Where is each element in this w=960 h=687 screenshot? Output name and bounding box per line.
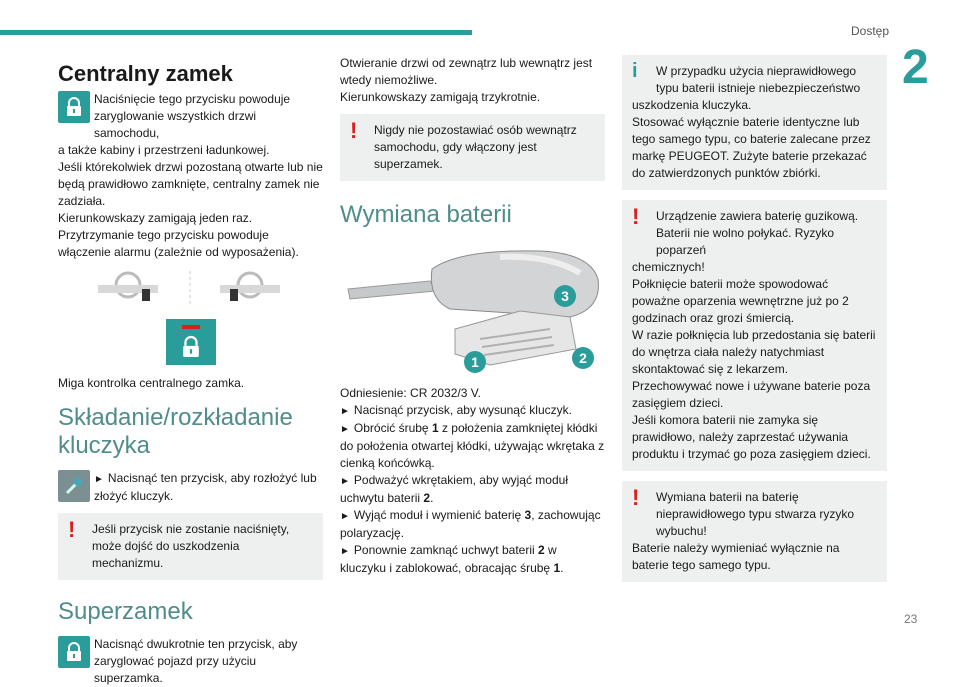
section-label: Dostęp [850, 24, 890, 38]
column-2 [340, 55, 605, 577]
steering-indicator-illustration [58, 267, 323, 315]
fold-text: Nacisnąć ten przycisk, aby rozłożyć lub złożyć kluczyk. [94, 471, 317, 503]
step-3: ► Podważyć wkrętakiem, aby wyjąć moduł uchwytu baterii 2. [340, 473, 568, 505]
warn-text-2b: Baterie należy wymieniać wyłącznie na baterie tego samego typu. [632, 541, 840, 572]
indicator-red-light [182, 325, 200, 329]
header-accent-bar [0, 30, 472, 35]
indicator-caption: Miga kontrolka centralnego zamka. [58, 376, 245, 390]
callout-1: 1 [464, 351, 486, 373]
key-battery-illustration [340, 239, 605, 379]
fold-key-row [58, 470, 323, 505]
step-arrow-icon: ► [94, 474, 104, 485]
battery-info-notice [622, 55, 887, 190]
step-arrow-icon: ► [340, 511, 350, 522]
lock-button-row [58, 91, 323, 142]
superlock-warning-notice [340, 114, 605, 181]
step-arrow-icon: ► [340, 424, 350, 435]
warning-icon: ! [68, 517, 76, 542]
paragraph: Kierunkowskazy zamigają trzykrotnie. [340, 90, 541, 104]
superlock-text: Nacisnąć dwukrotnie ten przycisk, aby zaryglować pojazd przy użyciu superzamka. [94, 637, 298, 685]
paragraph: Kierunkowskazy zamigają jeden raz. [58, 211, 253, 225]
paragraph: a także kabiny i przestrzeni ładunkowej. [58, 143, 270, 157]
callout-3: 3 [554, 285, 576, 307]
info-text-1: W przypadku użycia nieprawidłowego typu baterii istnieje niebezpieczeństwo [656, 64, 861, 95]
key-fold-button-icon [58, 470, 90, 502]
step-arrow-icon: ► [340, 406, 350, 417]
column-3 [622, 55, 887, 582]
info-text-3: Stosować wyłącznie baterie identyczne lub tego samego typu, co baterie zalecane przez markę PEUGEOT. Zużyte baterie przekazać do zatwierdzonych punktów zbiórki. [632, 115, 871, 180]
chapter-number: 2 [902, 41, 929, 94]
explosion-warning-notice [622, 481, 887, 582]
step-5: ► Ponownie zamknąć uchwyt baterii 2 w kluczyku i zablokować, obracając śrubę 1. [340, 543, 564, 575]
central-lock-indicator-icon [166, 319, 216, 365]
warn-text-1f: Jeśli komora baterii nie zamyka się prawidłowo, należy zaprzestać używania produktu i trzymać go poza zasięgiem dzieci. [632, 413, 871, 461]
warn-text-1a: Urządzenie zawiera baterię guzikową. Baterii nie wolno połykać. Ryzyko poparzeń [656, 209, 859, 257]
warn-text-1c: Połknięcie baterii może spowodować poważne oparzenia wewnętrzne już po 2 godzinach oraz grozi śmiercią. [632, 277, 849, 325]
warning-icon: ! [632, 204, 640, 229]
step-arrow-icon: ► [340, 546, 350, 557]
fold-warning-text: Jeśli przycisk nie zostanie naciśnięty, może dojść do uszkodzenia mechanizmu. [92, 522, 290, 570]
warning-icon: ! [350, 118, 358, 143]
fold-warning-notice [58, 513, 323, 580]
battery-reference: Odniesienie: CR 2032/3 V. [340, 386, 481, 400]
superlock-row [58, 636, 323, 687]
lock-button-icon [58, 636, 90, 668]
button-cell-warning-notice [622, 200, 887, 471]
lock-button-icon [58, 91, 90, 123]
warn-text-1d: W razie połknięcia lub przedostania się baterii do wnętrza ciała należy natychmiast skontaktować się z lekarzem. [632, 328, 876, 376]
superlock-warning-text: Nigdy nie pozostawiać osób wewnątrz samochodu, gdy włączony jest superzamek. [374, 123, 577, 171]
step-4: ► Wyjąć moduł i wymienić baterię 3, zachowując polaryzację. [340, 508, 601, 540]
info-text-2: uszkodzenia kluczyka. [632, 98, 752, 112]
warn-text-1e: Przechowywać nowe i używane baterie poza zasięgiem dzieci. [632, 379, 871, 410]
column-1 [58, 55, 323, 687]
paragraph: Przytrzymanie tego przycisku powoduje włączenie alarmu (zależnie od wyposażenia). [58, 228, 299, 259]
callout-2: 2 [572, 347, 594, 369]
paragraph: Jeśli którekolwiek drzwi pozostaną otwarte lub nie będą prawidłowo zamknięte, centralny zamek nie zadziała. [58, 160, 323, 208]
heading-superlock: Superzamek [58, 598, 193, 625]
lock-text: Naciśnięcie tego przycisku powoduje zaryglowanie wszystkich drzwi samochodu, [94, 92, 291, 140]
info-icon: i [632, 60, 638, 82]
heading-central-lock: Centralny zamek [58, 61, 233, 86]
page-number: 23 [904, 612, 918, 626]
warn-text-1b: chemicznych! [632, 260, 705, 274]
heading-folding-key: Składanie/rozkładanie kluczyka [58, 404, 293, 459]
heading-battery-change: Wymiana baterii [340, 201, 512, 228]
step-2: ► Obrócić śrubę 1 z położenia zamkniętej kłódki do położenia otwartej kłódki, używając wkrętaka z cienką końcówką. [340, 421, 605, 470]
warning-icon: ! [632, 485, 640, 510]
warn-text-2a: Wymiana baterii na baterię nieprawidłowego typu stwarza ryzyko wybuchu! [656, 490, 855, 538]
paragraph: Otwieranie drzwi od zewnątrz lub wewnątrz jest wtedy niemożliwe. [340, 56, 593, 87]
step-1: ► Nacisnąć przycisk, aby wysunąć kluczyk. [340, 403, 572, 417]
step-arrow-icon: ► [340, 476, 350, 487]
